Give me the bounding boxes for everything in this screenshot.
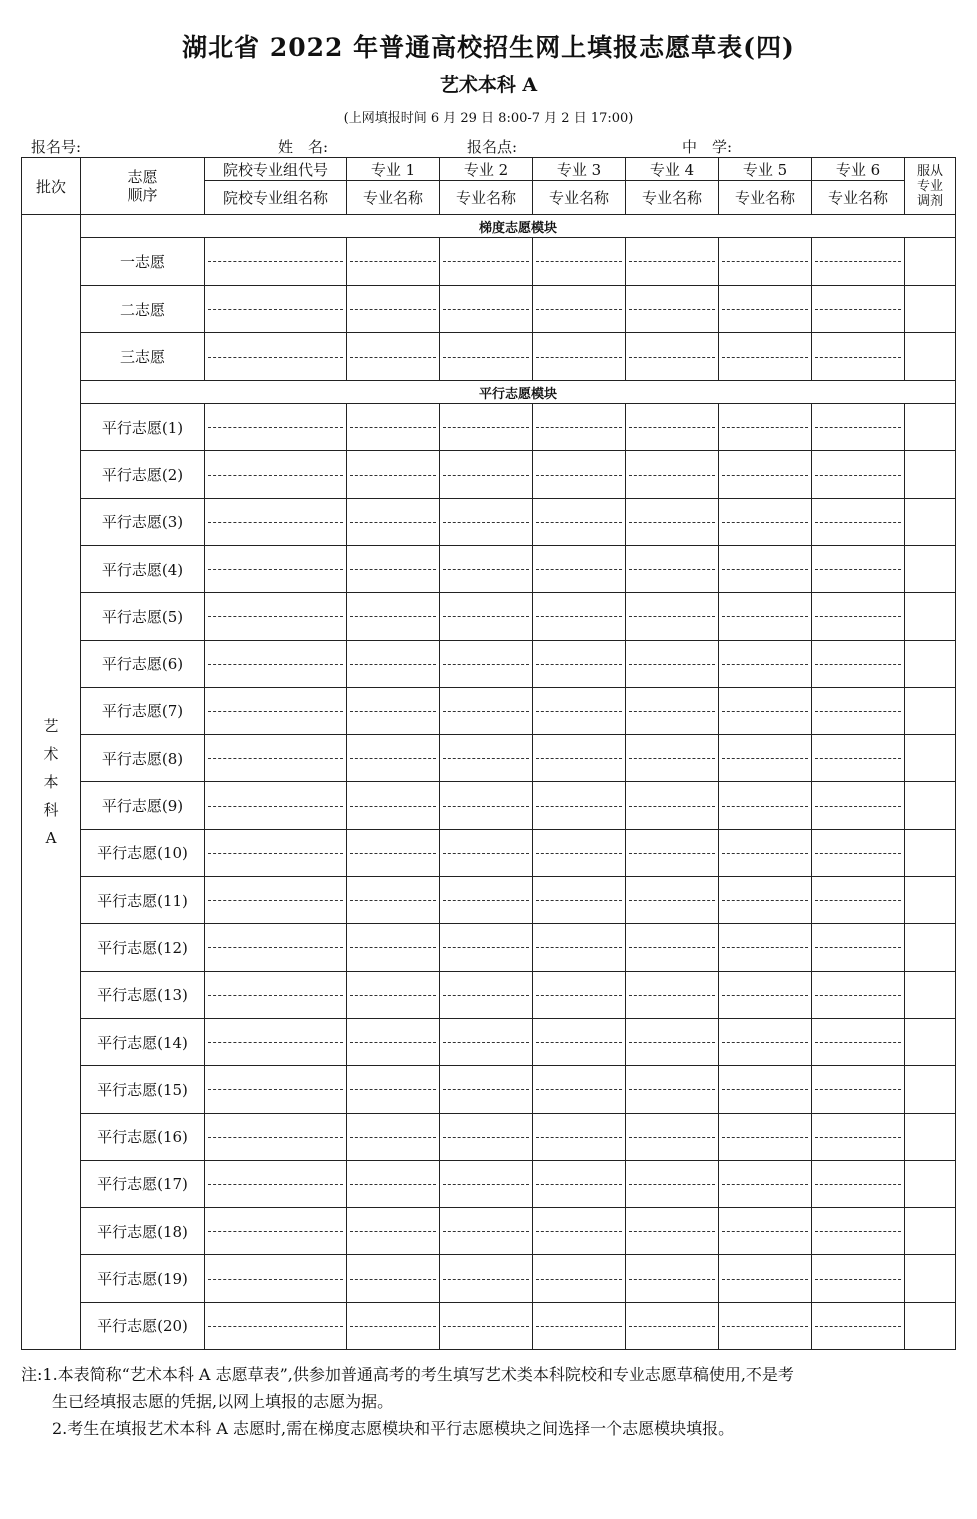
major-4-fill-cell[interactable]: [626, 1160, 719, 1207]
major-2-fill-cell[interactable]: [440, 877, 533, 924]
choice-order-label: 二志愿: [81, 285, 205, 333]
group-fill-cell[interactable]: [205, 735, 347, 782]
tier-module-label: 梯度志愿模块: [81, 215, 956, 238]
major-3-fill-cell[interactable]: [533, 1018, 626, 1065]
major-4-fill-cell[interactable]: [626, 285, 719, 333]
major-3-fill-cell[interactable]: [533, 498, 626, 545]
major-4-fill-cell[interactable]: [626, 877, 719, 924]
adjust-fill-cell[interactable]: [905, 782, 956, 829]
choice-row: [22, 285, 956, 333]
major-1-fill-cell[interactable]: [347, 238, 440, 286]
major-3-fill-cell[interactable]: [533, 687, 626, 734]
major-1-fill-cell[interactable]: [347, 829, 440, 876]
major-name-header: 专业名称: [719, 181, 812, 215]
choice-row: [22, 451, 956, 498]
major-5-fill-cell[interactable]: [719, 1208, 812, 1255]
adjust-fill-cell[interactable]: [905, 829, 956, 876]
major-1-fill-cell[interactable]: [347, 498, 440, 545]
adjust-fill-cell[interactable]: [905, 333, 956, 381]
group-fill-cell[interactable]: [205, 1113, 347, 1160]
filing-period: (上网填报时间 6 月 29 日 8:00-7 月 2 日 17:00): [343, 111, 634, 126]
major-1-fill-cell[interactable]: [347, 404, 440, 451]
choice-row: [22, 1208, 956, 1255]
major-name-header: 专业名称: [440, 181, 533, 215]
choice-order-label: 一志愿: [81, 238, 205, 286]
notes: [21, 1361, 955, 1442]
major-1-fill-cell[interactable]: [347, 451, 440, 498]
choice-row: [22, 924, 956, 971]
major-3-fill-cell[interactable]: [533, 1302, 626, 1349]
major-3-fill-cell[interactable]: [533, 1160, 626, 1207]
major-2-fill-cell[interactable]: [440, 1208, 533, 1255]
choice-order-label: 平行志愿(2): [81, 451, 205, 498]
major-5-fill-cell[interactable]: [719, 1113, 812, 1160]
major-2-fill-cell[interactable]: [440, 285, 533, 333]
major-3-fill-cell[interactable]: [533, 829, 626, 876]
major-3-fill-cell[interactable]: [533, 545, 626, 592]
major-2-fill-cell[interactable]: [440, 498, 533, 545]
major-6-fill-cell[interactable]: [812, 829, 905, 876]
major-5-fill-cell[interactable]: [719, 1018, 812, 1065]
choice-order-label: 平行志愿(14): [81, 1018, 205, 1065]
adjust-fill-cell[interactable]: [905, 498, 956, 545]
adjust-header: 服从专业调剂: [905, 158, 956, 215]
group-fill-cell[interactable]: [205, 545, 347, 592]
major-5-fill-cell[interactable]: [719, 1302, 812, 1349]
major-3-fill-cell[interactable]: [533, 971, 626, 1018]
note-1: 注:1.本表简称“艺术本科 A 志愿草表”,供参加普通高考的考生填写艺术类本科院校和专业志愿草稿使用,不是考: [21, 1365, 794, 1384]
major-4-fill-cell[interactable]: [626, 971, 719, 1018]
major-1-fill-cell[interactable]: [347, 1255, 440, 1302]
major-1-fill-cell[interactable]: [347, 1302, 440, 1349]
major-4-fill-cell[interactable]: [626, 545, 719, 592]
application-form-table: [21, 157, 956, 1350]
major-6-fill-cell[interactable]: [812, 782, 905, 829]
group-fill-cell[interactable]: [205, 593, 347, 640]
choice-order-label: 平行志愿(1): [81, 404, 205, 451]
major-6-fill-cell[interactable]: [812, 877, 905, 924]
major-1-fill-cell[interactable]: [347, 333, 440, 381]
major-3-fill-cell[interactable]: [533, 1208, 626, 1255]
major-5-fill-cell[interactable]: [719, 687, 812, 734]
choice-row: [22, 333, 956, 381]
adjust-fill-cell[interactable]: [905, 877, 956, 924]
major-5-fill-cell[interactable]: [719, 333, 812, 381]
major-5-fill-cell[interactable]: [719, 924, 812, 971]
group-fill-cell[interactable]: [205, 1066, 347, 1113]
choice-order-label: 平行志愿(16): [81, 1113, 205, 1160]
major-4-fill-cell[interactable]: [626, 593, 719, 640]
group-fill-cell[interactable]: [205, 333, 347, 381]
group-fill-cell[interactable]: [205, 924, 347, 971]
page-title: 湖北省 2022 年普通高校招生网上填报志愿草表(四): [182, 33, 795, 62]
major-2-fill-cell[interactable]: [440, 924, 533, 971]
batch-cell: 艺术本科A: [22, 215, 81, 1350]
major-3-fill-cell[interactable]: [533, 877, 626, 924]
adjust-fill-cell[interactable]: [905, 640, 956, 687]
major-1-fill-cell[interactable]: [347, 593, 440, 640]
major-4-fill-cell[interactable]: [626, 1302, 719, 1349]
major-header: 专业 2: [440, 158, 533, 181]
major-3-fill-cell[interactable]: [533, 238, 626, 286]
choice-order-label: 三志愿: [81, 333, 205, 381]
major-4-fill-cell[interactable]: [626, 1208, 719, 1255]
choice-row: [22, 593, 956, 640]
group-fill-cell[interactable]: [205, 1208, 347, 1255]
major-6-fill-cell[interactable]: [812, 451, 905, 498]
major-4-fill-cell[interactable]: [626, 1113, 719, 1160]
major-5-fill-cell[interactable]: [719, 640, 812, 687]
adjust-fill-cell[interactable]: [905, 1066, 956, 1113]
major-2-fill-cell[interactable]: [440, 782, 533, 829]
major-4-fill-cell[interactable]: [626, 1018, 719, 1065]
major-2-fill-cell[interactable]: [440, 640, 533, 687]
adjust-fill-cell[interactable]: [905, 1255, 956, 1302]
major-6-fill-cell[interactable]: [812, 238, 905, 286]
choice-order-label: 平行志愿(12): [81, 924, 205, 971]
choice-row: [22, 640, 956, 687]
major-name-header: 专业名称: [533, 181, 626, 215]
choice-order-label: 平行志愿(17): [81, 1160, 205, 1207]
adjust-fill-cell[interactable]: [905, 924, 956, 971]
choice-order-label: 平行志愿(20): [81, 1302, 205, 1349]
major-1-fill-cell[interactable]: [347, 687, 440, 734]
group-fill-cell[interactable]: [205, 1302, 347, 1349]
major-3-fill-cell[interactable]: [533, 924, 626, 971]
major-5-fill-cell[interactable]: [719, 238, 812, 286]
major-5-fill-cell[interactable]: [719, 498, 812, 545]
group-fill-cell[interactable]: [205, 1018, 347, 1065]
major-5-fill-cell[interactable]: [719, 971, 812, 1018]
group-fill-cell[interactable]: [205, 451, 347, 498]
major-6-fill-cell[interactable]: [812, 735, 905, 782]
major-1-fill-cell[interactable]: [347, 285, 440, 333]
major-5-fill-cell[interactable]: [719, 1255, 812, 1302]
group-fill-cell[interactable]: [205, 971, 347, 1018]
choice-order-label: 平行志愿(5): [81, 593, 205, 640]
major-2-fill-cell[interactable]: [440, 829, 533, 876]
major-1-fill-cell[interactable]: [347, 924, 440, 971]
adjust-fill-cell[interactable]: [905, 1208, 956, 1255]
group-fill-cell[interactable]: [205, 1255, 347, 1302]
major-3-fill-cell[interactable]: [533, 404, 626, 451]
page-subtitle: 艺术本科 A: [439, 74, 538, 96]
major-4-fill-cell[interactable]: [626, 1066, 719, 1113]
group-fill-cell[interactable]: [205, 687, 347, 734]
reg-site-label: 报名点:: [467, 138, 518, 156]
major-3-fill-cell[interactable]: [533, 333, 626, 381]
choice-row: [22, 782, 956, 829]
adjust-fill-cell[interactable]: [905, 1018, 956, 1065]
group-fill-cell[interactable]: [205, 640, 347, 687]
major-6-fill-cell[interactable]: [812, 1208, 905, 1255]
major-4-fill-cell[interactable]: [626, 829, 719, 876]
choice-row: [22, 877, 956, 924]
adjust-fill-cell[interactable]: [905, 404, 956, 451]
major-1-fill-cell[interactable]: [347, 545, 440, 592]
major-6-fill-cell[interactable]: [812, 971, 905, 1018]
adjust-fill-cell[interactable]: [905, 451, 956, 498]
major-4-fill-cell[interactable]: [626, 333, 719, 381]
major-6-fill-cell[interactable]: [812, 687, 905, 734]
adjust-fill-cell[interactable]: [905, 1113, 956, 1160]
choice-row: [22, 1302, 956, 1349]
note-2: 2.考生在填报艺术本科 A 志愿时,需在梯度志愿模块和平行志愿模块之间选择一个志愿模块填报。: [52, 1419, 735, 1438]
major-5-fill-cell[interactable]: [719, 545, 812, 592]
major-1-fill-cell[interactable]: [347, 1208, 440, 1255]
major-header: 专业 6: [812, 158, 905, 181]
major-5-fill-cell[interactable]: [719, 735, 812, 782]
major-3-fill-cell[interactable]: [533, 285, 626, 333]
major-1-fill-cell[interactable]: [347, 1066, 440, 1113]
major-6-fill-cell[interactable]: [812, 498, 905, 545]
major-5-fill-cell[interactable]: [719, 782, 812, 829]
group-fill-cell[interactable]: [205, 1160, 347, 1207]
major-6-fill-cell[interactable]: [812, 1018, 905, 1065]
major-1-fill-cell[interactable]: [347, 971, 440, 1018]
major-4-fill-cell[interactable]: [626, 782, 719, 829]
choice-order-label: 平行志愿(10): [81, 829, 205, 876]
choice-order-label: 平行志愿(15): [81, 1066, 205, 1113]
major-2-fill-cell[interactable]: [440, 1018, 533, 1065]
major-3-fill-cell[interactable]: [533, 451, 626, 498]
choice-row: [22, 238, 956, 286]
major-1-fill-cell[interactable]: [347, 1160, 440, 1207]
major-3-fill-cell[interactable]: [533, 782, 626, 829]
choice-row: [22, 545, 956, 592]
choice-order-label: 平行志愿(18): [81, 1208, 205, 1255]
major-1-fill-cell[interactable]: [347, 782, 440, 829]
major-3-fill-cell[interactable]: [533, 1113, 626, 1160]
adjust-fill-cell[interactable]: [905, 971, 956, 1018]
adjust-fill-cell[interactable]: [905, 545, 956, 592]
major-3-fill-cell[interactable]: [533, 593, 626, 640]
major-5-fill-cell[interactable]: [719, 829, 812, 876]
major-4-fill-cell[interactable]: [626, 404, 719, 451]
adjust-fill-cell[interactable]: [905, 1160, 956, 1207]
group-fill-cell[interactable]: [205, 238, 347, 286]
choice-row: [22, 971, 956, 1018]
school-label: 中 学:: [682, 138, 733, 156]
group-fill-cell[interactable]: [205, 285, 347, 333]
adjust-fill-cell[interactable]: [905, 285, 956, 333]
choice-order-label: 平行志愿(9): [81, 782, 205, 829]
group-fill-cell[interactable]: [205, 782, 347, 829]
choice-order-label: 平行志愿(13): [81, 971, 205, 1018]
group-fill-cell[interactable]: [205, 829, 347, 876]
major-6-fill-cell[interactable]: [812, 593, 905, 640]
major-4-fill-cell[interactable]: [626, 735, 719, 782]
adjust-fill-cell[interactable]: [905, 593, 956, 640]
choice-order-label: 平行志愿(3): [81, 498, 205, 545]
major-3-fill-cell[interactable]: [533, 1255, 626, 1302]
adjust-fill-cell[interactable]: [905, 1302, 956, 1349]
name-label: 姓 名:: [278, 138, 329, 156]
major-6-fill-cell[interactable]: [812, 1255, 905, 1302]
major-6-fill-cell[interactable]: [812, 545, 905, 592]
major-header: 专业 5: [719, 158, 812, 181]
major-6-fill-cell[interactable]: [812, 1113, 905, 1160]
major-2-fill-cell[interactable]: [440, 1255, 533, 1302]
major-2-fill-cell[interactable]: [440, 1160, 533, 1207]
choice-row: [22, 1160, 956, 1207]
major-2-fill-cell[interactable]: [440, 971, 533, 1018]
major-6-fill-cell[interactable]: [812, 285, 905, 333]
major-5-fill-cell[interactable]: [719, 1066, 812, 1113]
choice-order-label: 平行志愿(19): [81, 1255, 205, 1302]
adjust-fill-cell[interactable]: [905, 735, 956, 782]
major-1-fill-cell[interactable]: [347, 1113, 440, 1160]
choice-order-label: 平行志愿(7): [81, 687, 205, 734]
group-code-header: 院校专业组代号: [205, 158, 347, 181]
major-3-fill-cell[interactable]: [533, 735, 626, 782]
major-4-fill-cell[interactable]: [626, 451, 719, 498]
major-2-fill-cell[interactable]: [440, 404, 533, 451]
group-fill-cell[interactable]: [205, 877, 347, 924]
choice-row: [22, 1113, 956, 1160]
choice-order-label: 平行志愿(8): [81, 735, 205, 782]
major-name-header: 专业名称: [812, 181, 905, 215]
choice-row: [22, 829, 956, 876]
major-header: 专业 3: [533, 158, 626, 181]
adjust-fill-cell[interactable]: [905, 238, 956, 286]
choice-row: [22, 1066, 956, 1113]
major-6-fill-cell[interactable]: [812, 333, 905, 381]
major-name-header: 专业名称: [347, 181, 440, 215]
choice-order-label: 平行志愿(4): [81, 545, 205, 592]
major-1-fill-cell[interactable]: [347, 735, 440, 782]
note-1-cont: 生已经填报志愿的凭据,以网上填报的志愿为据。: [52, 1392, 394, 1411]
major-2-fill-cell[interactable]: [440, 1113, 533, 1160]
major-2-fill-cell[interactable]: [440, 687, 533, 734]
major-2-fill-cell[interactable]: [440, 333, 533, 381]
major-4-fill-cell[interactable]: [626, 1255, 719, 1302]
group-name-header: 院校专业组名称: [205, 181, 347, 215]
major-2-fill-cell[interactable]: [440, 545, 533, 592]
major-4-fill-cell[interactable]: [626, 687, 719, 734]
batch-header: 批次: [22, 158, 81, 215]
order-header: 志愿顺序: [81, 158, 205, 215]
choice-order-label: 平行志愿(11): [81, 877, 205, 924]
choice-row: [22, 687, 956, 734]
choice-row: [22, 1018, 956, 1065]
choice-row: [22, 1255, 956, 1302]
major-5-fill-cell[interactable]: [719, 877, 812, 924]
major-5-fill-cell[interactable]: [719, 285, 812, 333]
reg-no-label: 报名号:: [31, 138, 82, 156]
major-5-fill-cell[interactable]: [719, 1160, 812, 1207]
major-6-fill-cell[interactable]: [812, 1160, 905, 1207]
major-5-fill-cell[interactable]: [719, 404, 812, 451]
major-6-fill-cell[interactable]: [812, 1302, 905, 1349]
major-4-fill-cell[interactable]: [626, 238, 719, 286]
major-6-fill-cell[interactable]: [812, 924, 905, 971]
group-fill-cell[interactable]: [205, 404, 347, 451]
major-header: 专业 4: [626, 158, 719, 181]
major-2-fill-cell[interactable]: [440, 238, 533, 286]
major-5-fill-cell[interactable]: [719, 593, 812, 640]
choice-row: [22, 498, 956, 545]
major-2-fill-cell[interactable]: [440, 593, 533, 640]
choice-row: [22, 735, 956, 782]
major-6-fill-cell[interactable]: [812, 640, 905, 687]
major-1-fill-cell[interactable]: [347, 640, 440, 687]
group-fill-cell[interactable]: [205, 498, 347, 545]
major-3-fill-cell[interactable]: [533, 640, 626, 687]
parallel-module-label: 平行志愿模块: [81, 381, 956, 404]
major-header: 专业 1: [347, 158, 440, 181]
major-6-fill-cell[interactable]: [812, 1066, 905, 1113]
choice-row: [22, 404, 956, 451]
choice-order-label: 平行志愿(6): [81, 640, 205, 687]
major-1-fill-cell[interactable]: [347, 1018, 440, 1065]
adjust-fill-cell[interactable]: [905, 687, 956, 734]
major-2-fill-cell[interactable]: [440, 735, 533, 782]
major-2-fill-cell[interactable]: [440, 451, 533, 498]
major-5-fill-cell[interactable]: [719, 451, 812, 498]
major-name-header: 专业名称: [626, 181, 719, 215]
major-1-fill-cell[interactable]: [347, 877, 440, 924]
major-2-fill-cell[interactable]: [440, 1066, 533, 1113]
major-6-fill-cell[interactable]: [812, 404, 905, 451]
major-4-fill-cell[interactable]: [626, 498, 719, 545]
major-2-fill-cell[interactable]: [440, 1302, 533, 1349]
major-4-fill-cell[interactable]: [626, 924, 719, 971]
major-3-fill-cell[interactable]: [533, 1066, 626, 1113]
major-4-fill-cell[interactable]: [626, 640, 719, 687]
